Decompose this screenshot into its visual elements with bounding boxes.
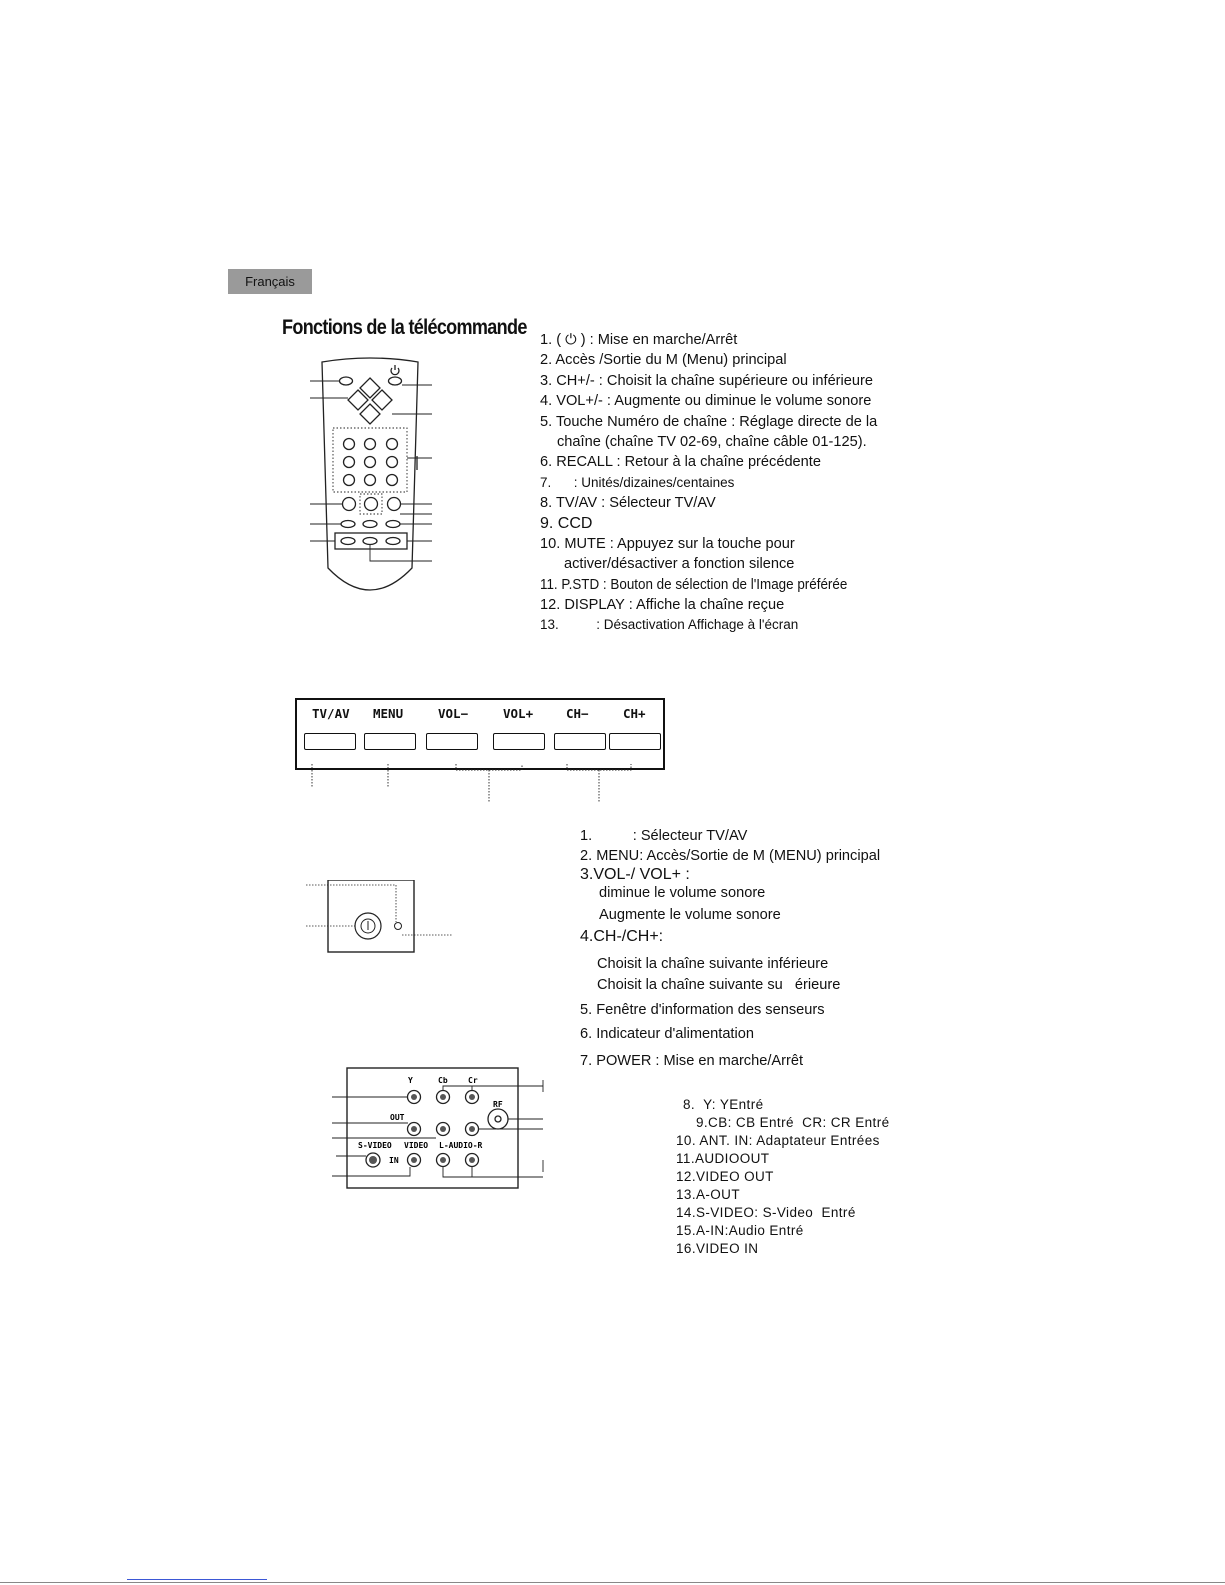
remote-item: 12. DISPLAY : Affiche la chaîne reçue — [540, 597, 785, 614]
jack-label-cb: Cb — [438, 1076, 448, 1085]
panel-item: diminue le volume sonore — [599, 885, 766, 901]
panel-item: 2. MENU: Accès/Sortie de M (MENU) principal — [580, 848, 881, 864]
footer-rule — [0, 1582, 1225, 1583]
sensor-power-diagram — [300, 880, 460, 956]
jack-label-video: VIDEO — [404, 1141, 429, 1150]
jack-item: 13.A-OUT — [676, 1187, 740, 1202]
panel-item: 6. Indicateur d'alimentation — [580, 1026, 754, 1042]
remote-item: 9. CCD — [540, 514, 593, 532]
panel-item: 5. Fenêtre d'information des senseurs — [580, 1002, 825, 1018]
jack-label-in: IN — [389, 1156, 399, 1165]
remote-item: 6. RECALL : Retour à la chaîne précédente — [540, 454, 821, 471]
rear-jack-panel-diagram — [326, 1066, 560, 1192]
language-tab: Français — [228, 269, 312, 294]
panel-item: 7. POWER : Mise en marche/Arrêt — [580, 1053, 804, 1069]
panel-label-vol-minus: VOL− — [438, 706, 469, 721]
jack-label-svideo: S-VIDEO — [358, 1141, 392, 1150]
jack-label-cr: Cr — [468, 1076, 478, 1085]
jack-label-rf: RF — [493, 1100, 503, 1109]
remote-item: 5. Touche Numéro de chaîne : Réglage directe de la — [540, 413, 878, 430]
control-panel-callouts — [295, 756, 675, 806]
panel-label-ch-minus: CH− — [566, 706, 589, 721]
remote-control-illustration — [300, 352, 440, 604]
remote-item: chaîne (chaîne TV 02-69, chaîne câble 01-125). — [557, 433, 867, 450]
jack-function-list — [676, 1096, 890, 1258]
footer-link-underline — [127, 1579, 267, 1580]
jack-item: 14.S-VIDEO: S-Video Entré — [676, 1205, 856, 1220]
jack-label-audio: L-AUDIO-R — [439, 1141, 483, 1150]
remote-item: 11. P.STD : Bouton de sélection de l'Image préférée — [540, 576, 848, 593]
jack-label-out: OUT — [390, 1113, 405, 1122]
remote-section-title: Fonctions de la télécommande — [282, 316, 527, 339]
remote-item: 8. TV/AV : Sélecteur TV/AV — [540, 495, 716, 512]
remote-item: 1. ( ⏻ ) : Mise en marche/Arrêt — [540, 332, 738, 348]
jack-item: 8. Y: YEntré — [683, 1097, 764, 1112]
remote-item: 10. MUTE : Appuyez sur la touche pour — [540, 535, 795, 552]
jack-label-y: Y — [408, 1076, 413, 1085]
panel-label-ch-plus: CH+ — [623, 706, 646, 721]
jack-item: 10. ANT. IN: Adaptateur Entrées — [676, 1133, 880, 1148]
panel-function-list — [580, 826, 880, 1074]
remote-item: 3. CH+/- : Choisit la chaîne supérieure ou inférieure — [540, 372, 873, 389]
vol-minus-button — [426, 733, 478, 750]
remote-item: 13. : Désactivation Affichage à l'écran — [540, 617, 799, 633]
panel-label-menu: MENU — [373, 706, 404, 721]
remote-item: 4. VOL+/- : Augmente ou diminue le volume sonore — [540, 393, 872, 410]
panel-label-vol-plus: VOL+ — [503, 706, 534, 721]
panel-item: 1. : Sélecteur TV/AV — [580, 828, 748, 844]
remote-item: 7. : Unités/dizaines/centaines — [540, 474, 735, 490]
menu-button — [364, 733, 416, 750]
jack-item: 16.VIDEO IN — [676, 1241, 759, 1256]
panel-label-tvav: TV/AV — [312, 706, 350, 721]
jack-item: 15.A-IN:Audio Entré — [676, 1223, 804, 1238]
panel-item: Augmente le volume sonore — [599, 907, 781, 923]
remote-item: 2. Accès /Sortie du M (Menu) principal — [540, 352, 787, 369]
panel-item: 4.CH-/CH+: — [580, 928, 664, 945]
jack-item: 11.AUDIOOUT — [676, 1151, 770, 1166]
remote-item: activer/désactiver a fonction silence — [564, 556, 795, 573]
ch-minus-button — [554, 733, 606, 750]
ch-plus-button — [609, 733, 661, 750]
panel-item: Choisit la chaîne suivante su érieure — [597, 977, 841, 993]
tvav-button — [304, 733, 356, 750]
jack-item: 12.VIDEO OUT — [676, 1169, 774, 1184]
jack-item: 9.CB: CB Entré CR: CR Entré — [696, 1115, 890, 1130]
remote-function-list — [540, 330, 877, 636]
vol-plus-button — [493, 733, 545, 750]
panel-item: 3.VOL-/ VOL+ : — [580, 866, 690, 883]
panel-item: Choisit la chaîne suivante inférieure — [597, 956, 829, 972]
